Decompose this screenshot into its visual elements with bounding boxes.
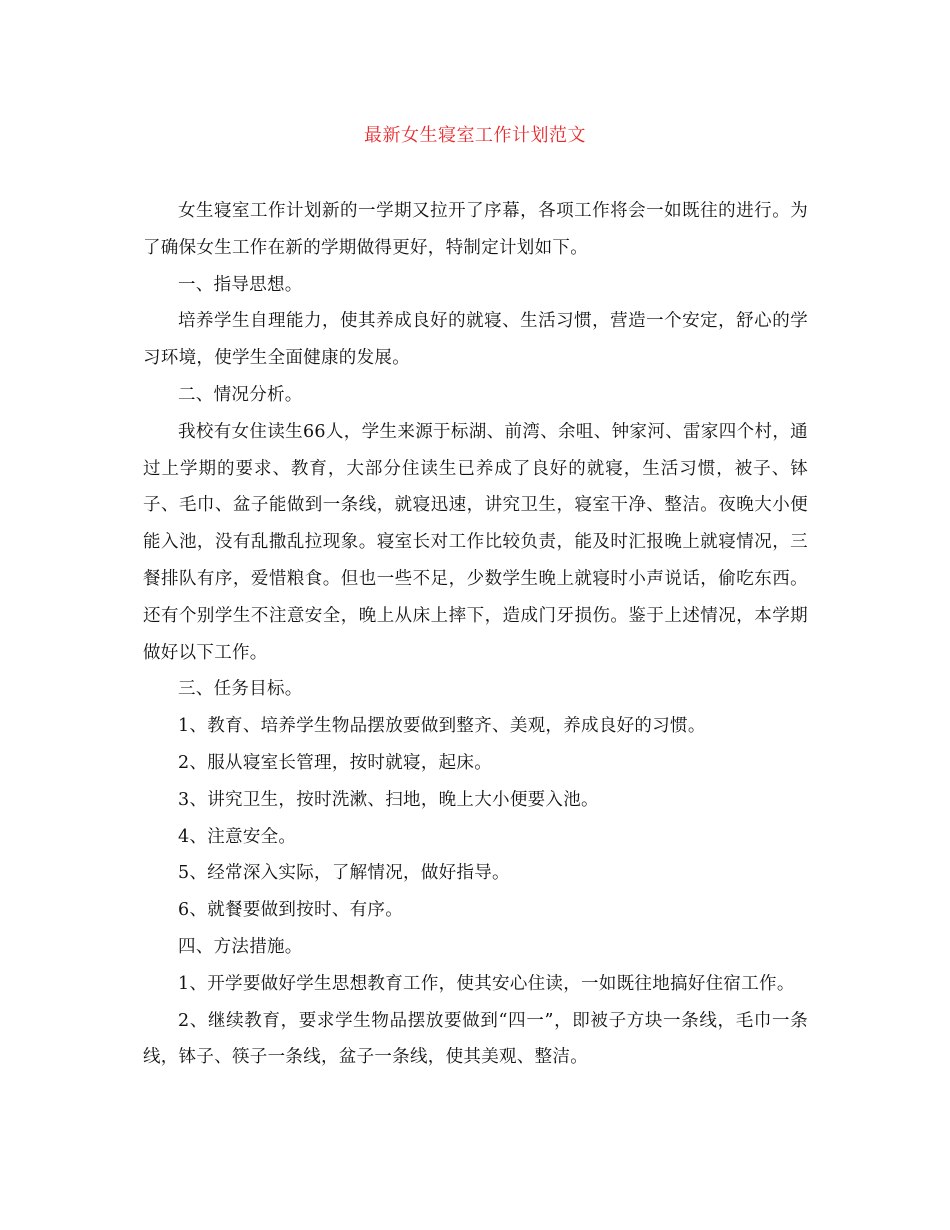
- document-body: [143, 193, 808, 1076]
- heading-methods: 四、方法措施。: [178, 936, 303, 957]
- list-item-goal-4: 4、注意安全。: [178, 826, 297, 847]
- heading-task-goals: 三、任务目标。: [178, 679, 303, 700]
- list-item-goal-2: 2、服从寝室长管理，按时就寝，起床。: [178, 752, 493, 773]
- heading-situation-analysis: 二、情况分析。: [178, 384, 303, 405]
- list-item-method-1: 1、开学要做好学生思想教育工作，使其安心住读，一如既往地搞好住宿工作。: [178, 973, 795, 994]
- list-item-goal-3: 3、讲究卫生，按时洗漱、扫地，晚上大小便要入池。: [178, 789, 599, 810]
- paragraph-guiding-ideology: 培养学生自理能力，使其养成良好的就寝、生活习惯，营造一个安定，舒心的学习环境，使学生全面健康的发展。: [143, 311, 808, 369]
- list-item-method-2: 2、继续教育，要求学生物品摆放要做到“四一”，即被子方块一条线，毛巾一条线，钵子、筷子一条线，盆子一条线，使其美观、整洁。: [143, 1010, 808, 1068]
- paragraph-intro: 女生寝室工作计划新的一学期又拉开了序幕，各项工作将会一如既往的进行。为了确保女生工作在新的学期做得更好，特制定计划如下。: [143, 201, 808, 258]
- list-item-goal-6: 6、就餐要做到按时、有序。: [178, 900, 404, 921]
- list-item-goal-5: 5、经常深入实际，了解情况，做好指导。: [178, 863, 510, 884]
- paragraph-situation-analysis: 我校有女住读生66人，学生来源于标湖、前湾、余咀、钟家河、雷家四个村，通过上学期的要求、教育，大部分住读生已养成了良好的就寝，生活习惯，被子、钵子、毛巾、盆子能做到一条线，就寝迅速，讲究卫生，寝室干净、整洁。夜晚大小便能入池，没有乱撒乱拉现象。寝室长对工作比较负责，能及时汇报晚上就寝情况，三餐排队有序，爱惜粮食。但也一些不足，少数学生晚上就寝时小声说话，偷吃东西。还有个别学生不注意安全，晚上从床上摔下，造成门牙损伤。鉴于上述情况，本学期做好以下工作。: [143, 421, 808, 663]
- document-title: 最新女生寝室工作计划范文: [364, 125, 586, 146]
- list-item-goal-1: 1、教育、培养学生物品摆放要做到整齐、美观，养成良好的习惯。: [178, 716, 706, 737]
- heading-guiding-ideology: 一、指导思想。: [178, 274, 303, 295]
